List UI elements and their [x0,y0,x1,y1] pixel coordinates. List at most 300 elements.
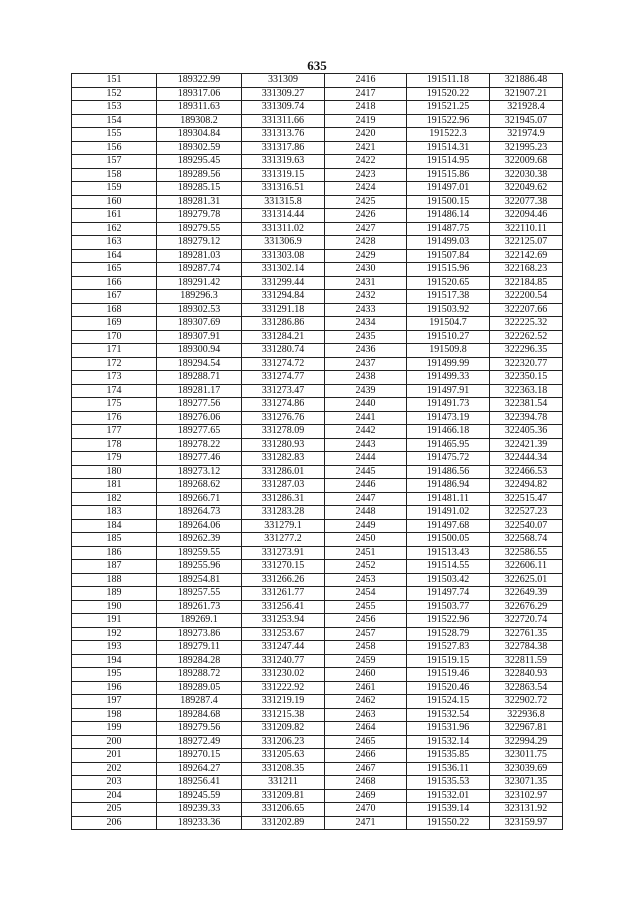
table-row [72,479,563,493]
table-row [72,74,563,88]
y-coordinate-cell: 321995.23 [490,141,563,155]
y-coordinate-cell: 322405.36 [490,425,563,439]
point-number-cell: 2459 [325,654,407,668]
x-coordinate-cell: 191514.31 [407,141,490,155]
x-coordinate-cell: 191503.92 [407,303,490,317]
coordinates-table-body [72,74,563,830]
point-number-cell: 160 [72,195,157,209]
y-coordinate-cell: 331240.77 [242,654,325,668]
point-number-cell: 194 [72,654,157,668]
point-number-cell: 2468 [325,776,407,790]
x-coordinate-cell: 189278.22 [157,438,242,452]
x-coordinate-cell: 191520.46 [407,681,490,695]
x-coordinate-cell: 191499.33 [407,371,490,385]
y-coordinate-cell: 331273.91 [242,546,325,560]
point-number-cell: 2449 [325,519,407,533]
x-coordinate-cell: 189269.1 [157,614,242,628]
x-coordinate-cell: 189300.94 [157,344,242,358]
y-coordinate-cell: 322568.74 [490,533,563,547]
x-coordinate-cell: 191535.85 [407,749,490,763]
point-number-cell: 2457 [325,627,407,641]
x-coordinate-cell: 189272.49 [157,735,242,749]
y-coordinate-cell: 331276.76 [242,411,325,425]
table-row [72,438,563,452]
point-number-cell: 2456 [325,614,407,628]
y-coordinate-cell: 331299.44 [242,276,325,290]
y-coordinate-cell: 322296.35 [490,344,563,358]
point-number-cell: 154 [72,114,157,128]
x-coordinate-cell: 189281.03 [157,249,242,263]
y-coordinate-cell: 331273.47 [242,384,325,398]
x-coordinate-cell: 191473.19 [407,411,490,425]
point-number-cell: 173 [72,371,157,385]
y-coordinate-cell: 331319.15 [242,168,325,182]
y-coordinate-cell: 331274.72 [242,357,325,371]
x-coordinate-cell: 191520.22 [407,87,490,101]
y-coordinate-cell: 331291.18 [242,303,325,317]
x-coordinate-cell: 191497.01 [407,182,490,196]
table-row [72,627,563,641]
table-row [72,155,563,169]
x-coordinate-cell: 189281.31 [157,195,242,209]
x-coordinate-cell: 191499.03 [407,236,490,250]
x-coordinate-cell: 191539.14 [407,803,490,817]
y-coordinate-cell: 322720.74 [490,614,563,628]
y-coordinate-cell: 331309 [242,74,325,88]
x-coordinate-cell: 189302.59 [157,141,242,155]
point-number-cell: 2455 [325,600,407,614]
y-coordinate-cell: 322606.11 [490,560,563,574]
table-row [72,749,563,763]
x-coordinate-cell: 189255.96 [157,560,242,574]
table-row [72,560,563,574]
y-coordinate-cell: 322381.54 [490,398,563,412]
y-coordinate-cell: 331286.01 [242,465,325,479]
y-coordinate-cell: 322094.46 [490,209,563,223]
table-row [72,357,563,371]
x-coordinate-cell: 191522.96 [407,114,490,128]
table-row [72,614,563,628]
y-coordinate-cell: 331219.19 [242,695,325,709]
point-number-cell: 2463 [325,708,407,722]
x-coordinate-cell: 189279.12 [157,236,242,250]
table-row [72,735,563,749]
point-number-cell: 176 [72,411,157,425]
x-coordinate-cell: 189281.17 [157,384,242,398]
y-coordinate-cell: 322863.54 [490,681,563,695]
x-coordinate-cell: 191511.18 [407,74,490,88]
x-coordinate-cell: 191486.94 [407,479,490,493]
y-coordinate-cell: 331209.82 [242,722,325,736]
y-coordinate-cell: 322142.69 [490,249,563,263]
y-coordinate-cell: 322967.81 [490,722,563,736]
table-row [72,411,563,425]
table-row [72,600,563,614]
table-row [72,722,563,736]
y-coordinate-cell: 321928.4 [490,101,563,115]
x-coordinate-cell: 189233.36 [157,816,242,830]
x-coordinate-cell: 189308.2 [157,114,242,128]
table-row [72,452,563,466]
point-number-cell: 2433 [325,303,407,317]
x-coordinate-cell: 191499.99 [407,357,490,371]
y-coordinate-cell: 331278.09 [242,425,325,439]
y-coordinate-cell: 331274.77 [242,371,325,385]
point-number-cell: 191 [72,614,157,628]
y-coordinate-cell: 331302.14 [242,263,325,277]
y-coordinate-cell: 322902.72 [490,695,563,709]
y-coordinate-cell: 331206.23 [242,735,325,749]
point-number-cell: 2425 [325,195,407,209]
x-coordinate-cell: 189287.4 [157,695,242,709]
x-coordinate-cell: 189256.41 [157,776,242,790]
x-coordinate-cell: 191497.91 [407,384,490,398]
point-number-cell: 189 [72,587,157,601]
y-coordinate-cell: 322110.11 [490,222,563,236]
x-coordinate-cell: 189264.06 [157,519,242,533]
point-number-cell: 174 [72,384,157,398]
x-coordinate-cell: 189307.91 [157,330,242,344]
y-coordinate-cell: 322077.38 [490,195,563,209]
x-coordinate-cell: 191486.56 [407,465,490,479]
table-row [72,209,563,223]
x-coordinate-cell: 191504.7 [407,317,490,331]
y-coordinate-cell: 331208.35 [242,762,325,776]
table-row [72,236,563,250]
table-row [72,587,563,601]
x-coordinate-cell: 189264.27 [157,762,242,776]
point-number-cell: 181 [72,479,157,493]
x-coordinate-cell: 191535.53 [407,776,490,790]
table-row [72,465,563,479]
y-coordinate-cell: 322494.82 [490,479,563,493]
x-coordinate-cell: 189289.56 [157,168,242,182]
x-coordinate-cell: 191497.74 [407,587,490,601]
point-number-cell: 2447 [325,492,407,506]
table-row [72,303,563,317]
point-number-cell: 2419 [325,114,407,128]
x-coordinate-cell: 189294.54 [157,357,242,371]
x-coordinate-cell: 191528.79 [407,627,490,641]
point-number-cell: 153 [72,101,157,115]
y-coordinate-cell: 323039.69 [490,762,563,776]
y-coordinate-cell: 331280.74 [242,344,325,358]
x-coordinate-cell: 191514.95 [407,155,490,169]
x-coordinate-cell: 189287.74 [157,263,242,277]
point-number-cell: 198 [72,708,157,722]
x-coordinate-cell: 191481.11 [407,492,490,506]
y-coordinate-cell: 331253.67 [242,627,325,641]
point-number-cell: 2442 [325,425,407,439]
table-row [72,641,563,655]
point-number-cell: 2429 [325,249,407,263]
table-row [72,533,563,547]
x-coordinate-cell: 189239.33 [157,803,242,817]
point-number-cell: 165 [72,263,157,277]
y-coordinate-cell: 331205.63 [242,749,325,763]
table-row [72,195,563,209]
y-coordinate-cell: 331230.02 [242,668,325,682]
x-coordinate-cell: 189268.62 [157,479,242,493]
x-coordinate-cell: 191524.15 [407,695,490,709]
y-coordinate-cell: 322840.93 [490,668,563,682]
y-coordinate-cell: 331303.08 [242,249,325,263]
y-coordinate-cell: 331309.74 [242,101,325,115]
x-coordinate-cell: 191520.65 [407,276,490,290]
table-row [72,114,563,128]
x-coordinate-cell: 189304.84 [157,128,242,142]
y-coordinate-cell: 322125.07 [490,236,563,250]
y-coordinate-cell: 331247.44 [242,641,325,655]
point-number-cell: 196 [72,681,157,695]
y-coordinate-cell: 331317.86 [242,141,325,155]
point-number-cell: 2437 [325,357,407,371]
y-coordinate-cell: 322394.78 [490,411,563,425]
point-number-cell: 159 [72,182,157,196]
y-coordinate-cell: 322649.39 [490,587,563,601]
x-coordinate-cell: 189284.68 [157,708,242,722]
x-coordinate-cell: 191475.72 [407,452,490,466]
x-coordinate-cell: 189276.06 [157,411,242,425]
point-number-cell: 180 [72,465,157,479]
y-coordinate-cell: 331286.31 [242,492,325,506]
point-number-cell: 192 [72,627,157,641]
y-coordinate-cell: 331270.15 [242,560,325,574]
point-number-cell: 2470 [325,803,407,817]
point-number-cell: 185 [72,533,157,547]
x-coordinate-cell: 191536.11 [407,762,490,776]
x-coordinate-cell: 191491.02 [407,506,490,520]
y-coordinate-cell: 321974.9 [490,128,563,142]
x-coordinate-cell: 191532.01 [407,789,490,803]
x-coordinate-cell: 189273.12 [157,465,242,479]
x-coordinate-cell: 191521.25 [407,101,490,115]
x-coordinate-cell: 191515.96 [407,263,490,277]
y-coordinate-cell: 331211 [242,776,325,790]
y-coordinate-cell: 321886.48 [490,74,563,88]
y-coordinate-cell: 322761.35 [490,627,563,641]
y-coordinate-cell: 322363.18 [490,384,563,398]
point-number-cell: 162 [72,222,157,236]
x-coordinate-cell: 191532.54 [407,708,490,722]
point-number-cell: 187 [72,560,157,574]
y-coordinate-cell: 322320.77 [490,357,563,371]
y-coordinate-cell: 331294.84 [242,290,325,304]
y-coordinate-cell: 331283.28 [242,506,325,520]
point-number-cell: 2438 [325,371,407,385]
y-coordinate-cell: 322207.66 [490,303,563,317]
y-coordinate-cell: 322030.38 [490,168,563,182]
point-number-cell: 2434 [325,317,407,331]
table-row [72,249,563,263]
point-number-cell: 2443 [325,438,407,452]
y-coordinate-cell: 331274.86 [242,398,325,412]
x-coordinate-cell: 191491.73 [407,398,490,412]
table-row [72,668,563,682]
point-number-cell: 206 [72,816,157,830]
y-coordinate-cell: 321907.21 [490,87,563,101]
point-number-cell: 155 [72,128,157,142]
y-coordinate-cell: 322168.23 [490,263,563,277]
y-coordinate-cell: 322350.15 [490,371,563,385]
point-number-cell: 2431 [325,276,407,290]
point-number-cell: 167 [72,290,157,304]
table-row [72,290,563,304]
point-number-cell: 199 [72,722,157,736]
point-number-cell: 195 [72,668,157,682]
point-number-cell: 152 [72,87,157,101]
point-number-cell: 182 [72,492,157,506]
x-coordinate-cell: 189288.71 [157,371,242,385]
point-number-cell: 2427 [325,222,407,236]
y-coordinate-cell: 322811.59 [490,654,563,668]
point-number-cell: 156 [72,141,157,155]
x-coordinate-cell: 189311.63 [157,101,242,115]
x-coordinate-cell: 191522.96 [407,614,490,628]
x-coordinate-cell: 189302.53 [157,303,242,317]
point-number-cell: 151 [72,74,157,88]
x-coordinate-cell: 189322.99 [157,74,242,88]
y-coordinate-cell: 322049.62 [490,182,563,196]
point-number-cell: 197 [72,695,157,709]
table-row [72,371,563,385]
x-coordinate-cell: 189257.55 [157,587,242,601]
x-coordinate-cell: 189254.81 [157,573,242,587]
table-row [72,492,563,506]
point-number-cell: 2418 [325,101,407,115]
y-coordinate-cell: 331256.41 [242,600,325,614]
x-coordinate-cell: 189277.46 [157,452,242,466]
point-number-cell: 188 [72,573,157,587]
y-coordinate-cell: 323011.75 [490,749,563,763]
y-coordinate-cell: 331253.94 [242,614,325,628]
y-coordinate-cell: 322515.47 [490,492,563,506]
x-coordinate-cell: 189317.06 [157,87,242,101]
table-row [72,762,563,776]
y-coordinate-cell: 322262.52 [490,330,563,344]
x-coordinate-cell: 189289.05 [157,681,242,695]
point-number-cell: 204 [72,789,157,803]
point-number-cell: 168 [72,303,157,317]
x-coordinate-cell: 191509.8 [407,344,490,358]
y-coordinate-cell: 322009.68 [490,155,563,169]
table-row [72,317,563,331]
x-coordinate-cell: 191500.15 [407,195,490,209]
y-coordinate-cell: 321945.07 [490,114,563,128]
point-number-cell: 161 [72,209,157,223]
point-number-cell: 2426 [325,209,407,223]
y-coordinate-cell: 322466.53 [490,465,563,479]
point-number-cell: 2435 [325,330,407,344]
y-coordinate-cell: 323102.97 [490,789,563,803]
coordinates-table [71,73,563,830]
point-number-cell: 2441 [325,411,407,425]
y-coordinate-cell: 322527.23 [490,506,563,520]
point-number-cell: 2444 [325,452,407,466]
x-coordinate-cell: 189296.3 [157,290,242,304]
point-number-cell: 169 [72,317,157,331]
x-coordinate-cell: 191486.14 [407,209,490,223]
y-coordinate-cell: 322184.85 [490,276,563,290]
table-row [72,276,563,290]
y-coordinate-cell: 331316.51 [242,182,325,196]
y-coordinate-cell: 331311.66 [242,114,325,128]
x-coordinate-cell: 191497.68 [407,519,490,533]
point-number-cell: 2421 [325,141,407,155]
x-coordinate-cell: 189273.86 [157,627,242,641]
table-row [72,789,563,803]
y-coordinate-cell: 322784.38 [490,641,563,655]
point-number-cell: 2453 [325,573,407,587]
x-coordinate-cell: 191500.05 [407,533,490,547]
y-coordinate-cell: 331279.1 [242,519,325,533]
point-number-cell: 2416 [325,74,407,88]
table-row [72,803,563,817]
point-number-cell: 205 [72,803,157,817]
point-number-cell: 2420 [325,128,407,142]
y-coordinate-cell: 331306.9 [242,236,325,250]
x-coordinate-cell: 189264.73 [157,506,242,520]
x-coordinate-cell: 191519.15 [407,654,490,668]
table-row [72,168,563,182]
point-number-cell: 158 [72,168,157,182]
point-number-cell: 179 [72,452,157,466]
table-row [72,546,563,560]
y-coordinate-cell: 322676.29 [490,600,563,614]
y-coordinate-cell: 322540.07 [490,519,563,533]
point-number-cell: 2424 [325,182,407,196]
point-number-cell: 175 [72,398,157,412]
point-number-cell: 2423 [325,168,407,182]
x-coordinate-cell: 191507.84 [407,249,490,263]
y-coordinate-cell: 323071.35 [490,776,563,790]
x-coordinate-cell: 191503.42 [407,573,490,587]
point-number-cell: 166 [72,276,157,290]
x-coordinate-cell: 191522.3 [407,128,490,142]
x-coordinate-cell: 189279.56 [157,722,242,736]
x-coordinate-cell: 191515.86 [407,168,490,182]
y-coordinate-cell: 331284.21 [242,330,325,344]
table-row [72,681,563,695]
x-coordinate-cell: 189266.71 [157,492,242,506]
table-row [72,128,563,142]
y-coordinate-cell: 322625.01 [490,573,563,587]
y-coordinate-cell: 331315.8 [242,195,325,209]
point-number-cell: 2428 [325,236,407,250]
point-number-cell: 2448 [325,506,407,520]
point-number-cell: 193 [72,641,157,655]
y-coordinate-cell: 322994.29 [490,735,563,749]
point-number-cell: 2417 [325,87,407,101]
y-coordinate-cell: 322936.8 [490,708,563,722]
point-number-cell: 201 [72,749,157,763]
table-row [72,425,563,439]
point-number-cell: 183 [72,506,157,520]
table-row [72,330,563,344]
x-coordinate-cell: 191465.95 [407,438,490,452]
point-number-cell: 2446 [325,479,407,493]
point-number-cell: 2452 [325,560,407,574]
y-coordinate-cell: 331314.44 [242,209,325,223]
point-number-cell: 2430 [325,263,407,277]
y-coordinate-cell: 331319.63 [242,155,325,169]
x-coordinate-cell: 189295.45 [157,155,242,169]
table-row [72,222,563,236]
y-coordinate-cell: 331266.26 [242,573,325,587]
y-coordinate-cell: 331202.89 [242,816,325,830]
point-number-cell: 2439 [325,384,407,398]
x-coordinate-cell: 189245.59 [157,789,242,803]
